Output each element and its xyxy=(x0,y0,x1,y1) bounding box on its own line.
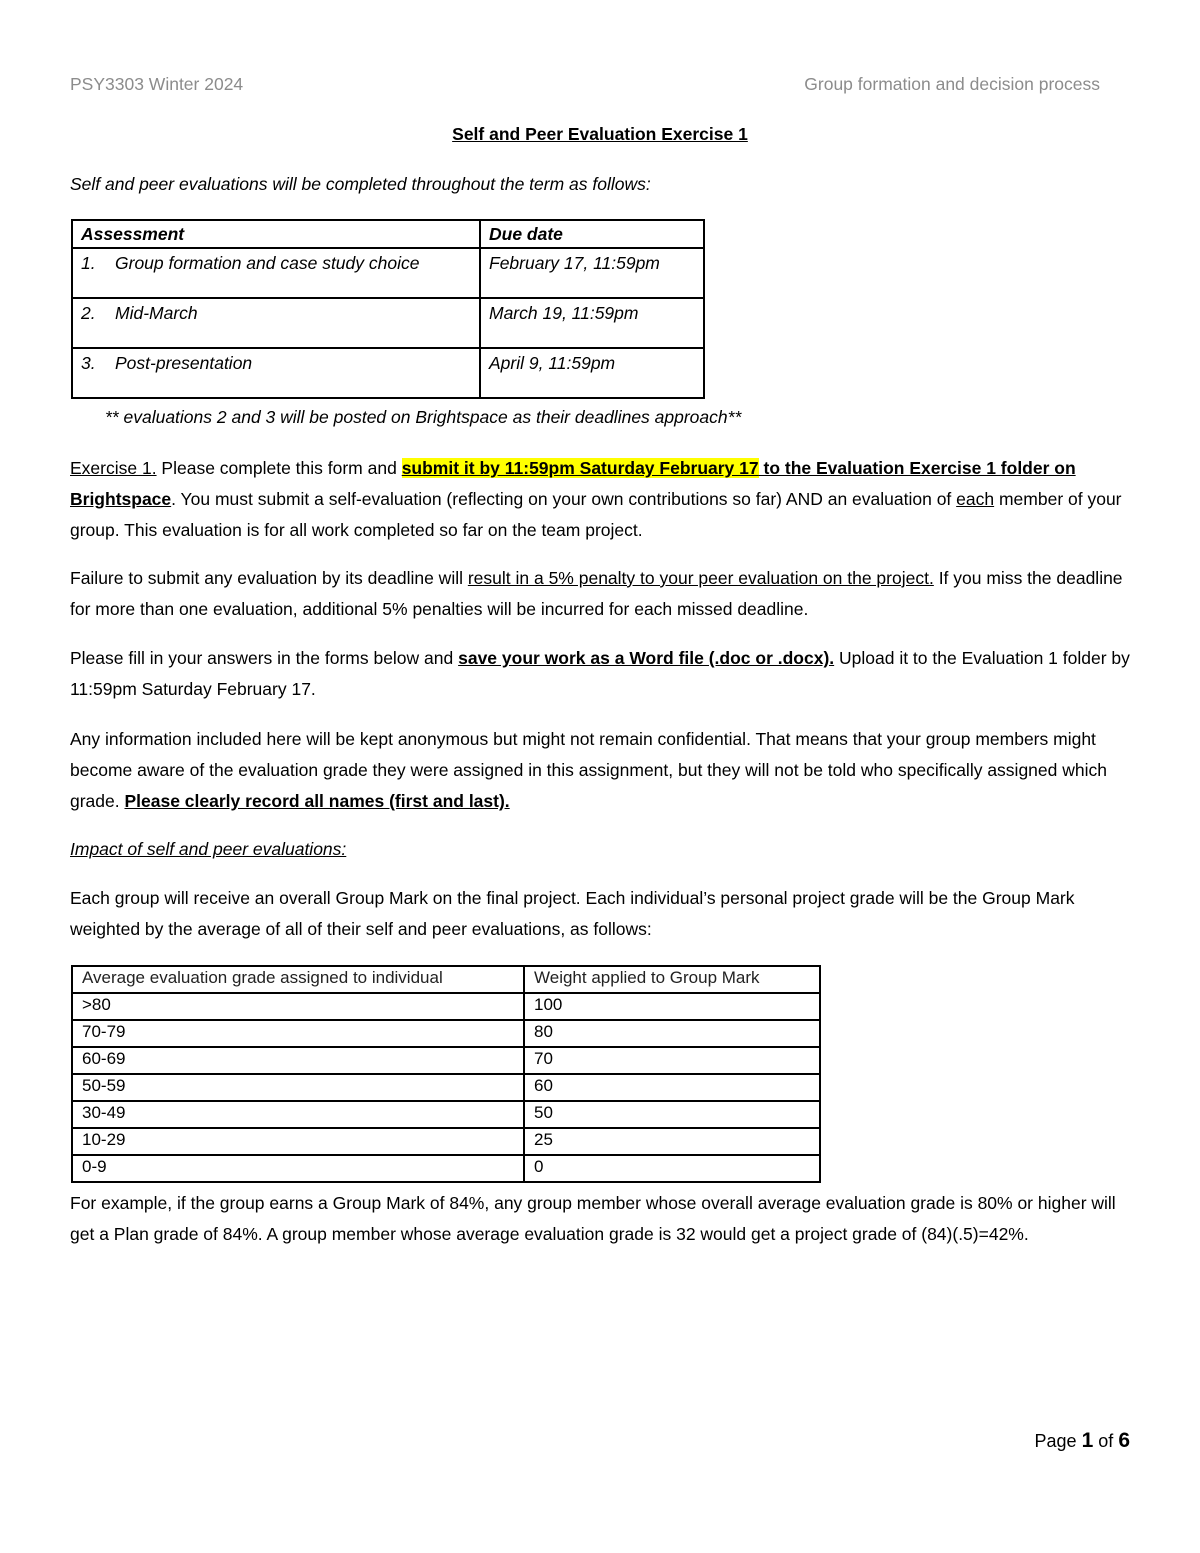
column-header-weight: Weight applied to Group Mark xyxy=(524,966,820,993)
page-number xyxy=(1035,1429,1130,1453)
penalty-emphasis: result in a 5% penalty to your peer evaluation on the project. xyxy=(467,568,934,588)
item-number: 2. xyxy=(81,303,96,323)
assessment-name: Group formation and case study choice xyxy=(115,253,420,273)
grade-range-cell: 10-29 xyxy=(72,1128,524,1155)
anonymity-text: Any information included here will be kept anonymous but might not remain confidential. That means that your group members might become aware of the evaluation grade they were assigned in this assignment, but they will not be told who specifically assigned which grade. xyxy=(70,729,1107,811)
failure-text: Failure to submit any evaluation by its deadline will xyxy=(70,568,468,588)
table-row xyxy=(72,348,704,398)
column-header-assessment: Assessment xyxy=(72,220,480,248)
table-row xyxy=(72,1128,820,1155)
grade-range-cell: 50-59 xyxy=(72,1074,524,1101)
table-row xyxy=(72,298,704,348)
weight-cell: 70 xyxy=(524,1047,820,1074)
header-course: PSY3303 Winter 2024 xyxy=(70,74,244,94)
intro-text: Self and peer evaluations will be completed throughout the term as follows: xyxy=(70,174,651,194)
weight-cell: 100 xyxy=(524,993,820,1020)
due-date-cell: February 17, 11:59pm xyxy=(480,248,704,298)
table-header-row xyxy=(72,220,704,248)
table-row xyxy=(72,248,704,298)
weight-cell: 50 xyxy=(524,1101,820,1128)
failure-text: If you miss the deadline for more than one evaluation, additional 5% penalties will be incurred for each missed deadline. xyxy=(70,568,1123,619)
grade-range-cell: 70-79 xyxy=(72,1020,524,1047)
exercise-text: member of your group. This evaluation is for all work completed so far on the team project. xyxy=(70,489,1122,540)
weight-cell: 0 xyxy=(524,1155,820,1182)
fill-text: Please fill in your answers in the forms below and xyxy=(70,648,459,668)
page-of: of xyxy=(1098,1431,1114,1451)
grade-range-cell: >80 xyxy=(72,993,524,1020)
page-label: Page xyxy=(1034,1431,1077,1451)
item-number: 1. xyxy=(81,253,96,273)
column-header-average-grade: Average evaluation grade assigned to individual xyxy=(72,966,524,993)
folder-instruction: to the Evaluation Exercise 1 folder on Brightspace xyxy=(70,458,1076,509)
document-title: Self and Peer Evaluation Exercise 1 xyxy=(452,124,748,144)
assessment-cell xyxy=(72,348,480,398)
exercise-paragraph xyxy=(70,453,1140,546)
deadline-highlight: submit it by 11:59pm Saturday February 17 xyxy=(401,458,759,478)
table-row xyxy=(72,1101,820,1128)
assessment-name: Mid-March xyxy=(115,303,198,323)
weight-cell: 80 xyxy=(524,1020,820,1047)
schedule-table xyxy=(71,219,705,399)
weight-table xyxy=(71,965,821,1183)
due-date-cell: March 19, 11:59pm xyxy=(480,298,704,348)
grade-range-cell: 30-49 xyxy=(72,1101,524,1128)
group-mark-paragraph: Each group will receive an overall Group Mark on the final project. Each individual’s personal project grade will be the Group Mark weighted by the average of all of their self and peer evaluations, as follows: xyxy=(70,888,1075,939)
schedule-note: ** evaluations 2 and 3 will be posted on Brightspace as their deadlines approach** xyxy=(105,407,742,427)
fill-paragraph xyxy=(70,643,1140,705)
table-header-row xyxy=(72,966,820,993)
exercise-text: Please complete this form and xyxy=(156,458,402,478)
impact-heading: Impact of self and peer evaluations: xyxy=(70,839,347,859)
weight-cell: 25 xyxy=(524,1128,820,1155)
table-row xyxy=(72,1020,820,1047)
assessment-cell xyxy=(72,248,480,298)
failure-paragraph xyxy=(70,563,1140,625)
assessment-name: Post-presentation xyxy=(115,353,253,373)
table-row xyxy=(72,993,820,1020)
column-header-due-date: Due date xyxy=(480,220,704,248)
page-total: 6 xyxy=(1118,1429,1130,1452)
table-row xyxy=(72,1047,820,1074)
item-number: 3. xyxy=(81,353,96,373)
grade-range-cell: 0-9 xyxy=(72,1155,524,1182)
assessment-cell xyxy=(72,298,480,348)
exercise-text: . You must submit a self-evaluation (reflecting on your own contributions so far) AND an evaluation of xyxy=(171,489,957,509)
weight-cell: 60 xyxy=(524,1074,820,1101)
table-row xyxy=(72,1074,820,1101)
each-emphasis: each xyxy=(956,489,995,509)
anonymity-paragraph xyxy=(70,724,1140,817)
table-row xyxy=(72,1155,820,1182)
due-date-cell: April 9, 11:59pm xyxy=(480,348,704,398)
exercise-label: Exercise 1. xyxy=(70,458,157,478)
names-emphasis: Please clearly record all names (first and last). xyxy=(124,791,510,811)
grade-range-cell: 60-69 xyxy=(72,1047,524,1074)
example-paragraph: For example, if the group earns a Group Mark of 84%, any group member whose overall average evaluation grade is 80% or higher will get a Plan grade of 84%. A group member whose average evaluation grade is 32 would get a project grade of (84)(.5)=42%. xyxy=(70,1193,1116,1244)
header-topic: Group formation and decision process xyxy=(804,74,1100,94)
page-current: 1 xyxy=(1081,1429,1094,1452)
fill-text: Upload it to the Evaluation 1 folder by 11:59pm Saturday February 17. xyxy=(70,648,1130,699)
save-format-emphasis: save your work as a Word file (.doc or .docx). xyxy=(458,648,835,668)
